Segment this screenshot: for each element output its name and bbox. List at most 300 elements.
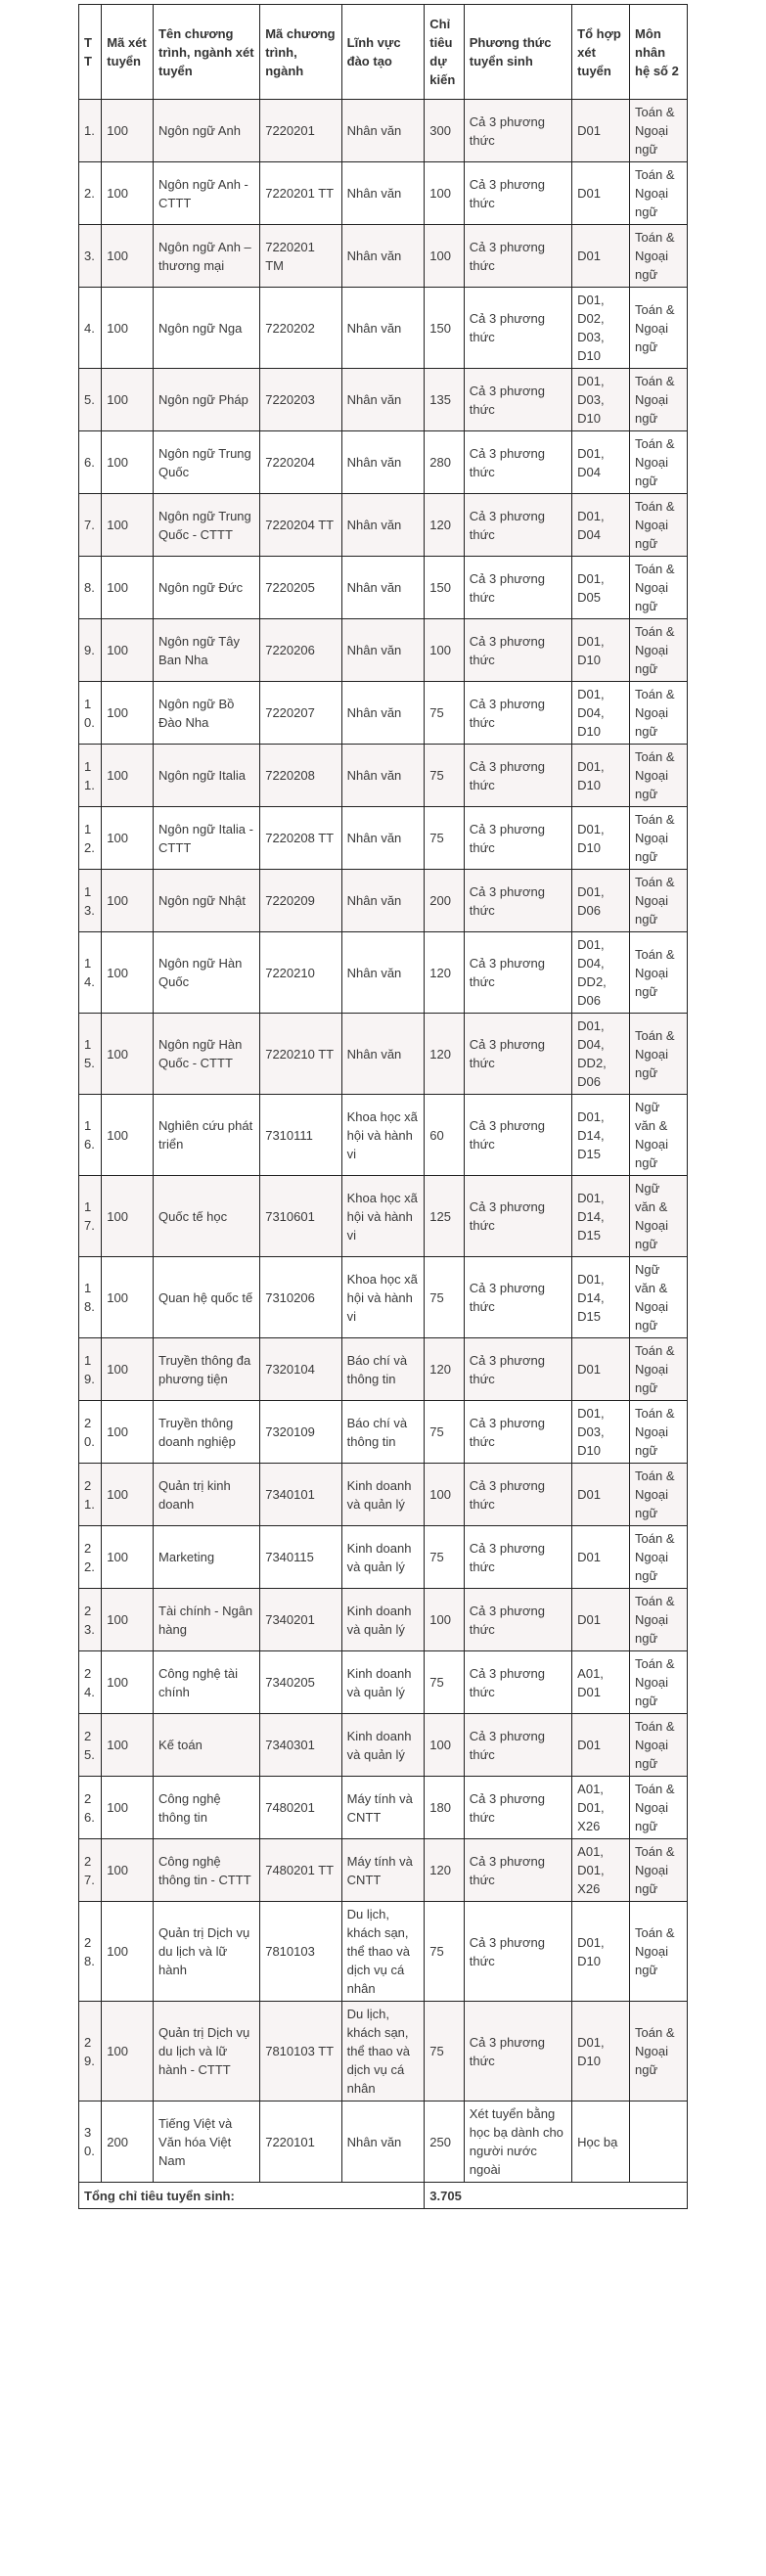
admissions-table-container [78, 4, 688, 2209]
cell-tt: 22. [79, 1526, 102, 1589]
cell-ma-xet-tuyen: 100 [102, 1257, 154, 1338]
cell-to-hop: D01, D03, D10 [572, 369, 630, 431]
cell-ten-nganh: Truyền thông doanh nghiệp [154, 1401, 260, 1464]
header-col-phuong-thuc: Phương thức tuyển sinh [464, 5, 571, 100]
table-row [79, 1014, 688, 1095]
cell-tt: 28. [79, 1902, 102, 2002]
table-row [79, 807, 688, 870]
cell-to-hop: A01, D01, X26 [572, 1839, 630, 1902]
cell-ten-nganh: Marketing [154, 1526, 260, 1589]
cell-ten-nganh: Quan hệ quốc tế [154, 1257, 260, 1338]
cell-phuong-thuc: Cả 3 phương thức [464, 2002, 571, 2101]
cell-ma-xet-tuyen: 100 [102, 225, 154, 288]
cell-phuong-thuc: Cả 3 phương thức [464, 1014, 571, 1095]
cell-linh-vuc: Du lịch, khách sạn, thể thao và dịch vụ cá nhân [341, 2002, 425, 2101]
cell-linh-vuc: Nhân văn [341, 932, 425, 1014]
cell-linh-vuc: Du lịch, khách sạn, thể thao và dịch vụ cá nhân [341, 1902, 425, 2002]
cell-ma-xet-tuyen: 100 [102, 1902, 154, 2002]
table-row [79, 1839, 688, 1902]
cell-linh-vuc: Nhân văn [341, 225, 425, 288]
cell-mon-he-so: Toán & Ngoại ngữ [630, 1902, 688, 2002]
cell-linh-vuc: Khoa học xã hội và hành vi [341, 1095, 425, 1176]
cell-ma-xet-tuyen: 100 [102, 932, 154, 1014]
cell-to-hop: D01 [572, 1714, 630, 1777]
cell-phuong-thuc: Cả 3 phương thức [464, 1714, 571, 1777]
total-row [79, 2183, 688, 2209]
cell-ma-nganh: 7340205 [260, 1651, 341, 1714]
cell-tt: 29. [79, 2002, 102, 2101]
cell-ten-nganh: Truyền thông đa phương tiện [154, 1338, 260, 1401]
cell-to-hop: D01, D10 [572, 807, 630, 870]
cell-ma-nganh: 7220201 TT [260, 162, 341, 225]
cell-chi-tieu: 300 [425, 100, 464, 162]
cell-tt: 4. [79, 288, 102, 369]
cell-ma-nganh: 7220203 [260, 369, 341, 431]
cell-tt: 12. [79, 807, 102, 870]
cell-tt: 26. [79, 1777, 102, 1839]
cell-chi-tieu: 100 [425, 1589, 464, 1651]
cell-linh-vuc: Nhân văn [341, 100, 425, 162]
cell-ma-nganh: 7220210 TT [260, 1014, 341, 1095]
cell-ma-nganh: 7220206 [260, 619, 341, 682]
cell-mon-he-so: Toán & Ngoại ngữ [630, 1777, 688, 1839]
cell-ma-xet-tuyen: 100 [102, 1095, 154, 1176]
cell-ma-nganh: 7220207 [260, 682, 341, 745]
table-footer [79, 2183, 688, 2209]
cell-tt: 21. [79, 1464, 102, 1526]
cell-chi-tieu: 120 [425, 1338, 464, 1401]
cell-to-hop: D01, D04 [572, 494, 630, 557]
cell-linh-vuc: Nhân văn [341, 557, 425, 619]
cell-to-hop: D01 [572, 162, 630, 225]
cell-chi-tieu: 75 [425, 1651, 464, 1714]
table-row [79, 870, 688, 932]
cell-ma-nganh: 7810103 TT [260, 2002, 341, 2101]
cell-mon-he-so: Toán & Ngoại ngữ [630, 369, 688, 431]
cell-ma-nganh: 7810103 [260, 1902, 341, 2002]
cell-tt: 17. [79, 1176, 102, 1257]
table-row [79, 369, 688, 431]
cell-ten-nganh: Ngôn ngữ Bồ Đào Nha [154, 682, 260, 745]
cell-ma-nganh: 7480201 [260, 1777, 341, 1839]
cell-phuong-thuc: Cả 3 phương thức [464, 1839, 571, 1902]
cell-mon-he-so: Toán & Ngoại ngữ [630, 1589, 688, 1651]
table-row [79, 1176, 688, 1257]
cell-chi-tieu: 135 [425, 369, 464, 431]
cell-ma-xet-tuyen: 100 [102, 1464, 154, 1526]
cell-phuong-thuc: Cả 3 phương thức [464, 288, 571, 369]
cell-ma-xet-tuyen: 100 [102, 1651, 154, 1714]
cell-mon-he-so: Toán & Ngoại ngữ [630, 870, 688, 932]
cell-ma-xet-tuyen: 100 [102, 1401, 154, 1464]
cell-mon-he-so: Toán & Ngoại ngữ [630, 162, 688, 225]
header-col-chi-tieu: Chỉ tiêu dự kiến [425, 5, 464, 100]
cell-ma-xet-tuyen: 200 [102, 2101, 154, 2183]
cell-ma-xet-tuyen: 100 [102, 162, 154, 225]
table-row [79, 1464, 688, 1526]
cell-ma-nganh: 7220208 [260, 745, 341, 807]
cell-mon-he-so: Toán & Ngoại ngữ [630, 1714, 688, 1777]
cell-linh-vuc: Nhân văn [341, 870, 425, 932]
cell-ten-nganh: Quản trị Dịch vụ du lịch và lữ hành [154, 1902, 260, 2002]
cell-phuong-thuc: Cả 3 phương thức [464, 369, 571, 431]
cell-mon-he-so: Toán & Ngoại ngữ [630, 431, 688, 494]
cell-ma-xet-tuyen: 100 [102, 745, 154, 807]
cell-ma-nganh: 7220210 [260, 932, 341, 1014]
cell-ten-nganh: Ngôn ngữ Nga [154, 288, 260, 369]
total-label: Tổng chỉ tiêu tuyển sinh: [79, 2183, 425, 2209]
cell-tt: 24. [79, 1651, 102, 1714]
table-row [79, 1902, 688, 2002]
cell-linh-vuc: Nhân văn [341, 494, 425, 557]
cell-phuong-thuc: Cả 3 phương thức [464, 932, 571, 1014]
cell-ma-nganh: 7220202 [260, 288, 341, 369]
cell-chi-tieu: 250 [425, 2101, 464, 2183]
cell-to-hop: D01, D10 [572, 2002, 630, 2101]
cell-mon-he-so: Toán & Ngoại ngữ [630, 1526, 688, 1589]
cell-phuong-thuc: Cả 3 phương thức [464, 557, 571, 619]
cell-phuong-thuc: Cả 3 phương thức [464, 1777, 571, 1839]
cell-ten-nganh: Ngôn ngữ Tây Ban Nha [154, 619, 260, 682]
cell-mon-he-so: Toán & Ngoại ngữ [630, 494, 688, 557]
cell-tt: 23. [79, 1589, 102, 1651]
cell-ten-nganh: Quốc tế học [154, 1176, 260, 1257]
cell-chi-tieu: 60 [425, 1095, 464, 1176]
cell-ma-xet-tuyen: 100 [102, 431, 154, 494]
cell-to-hop: Học bạ [572, 2101, 630, 2183]
cell-mon-he-so: Toán & Ngoại ngữ [630, 2002, 688, 2101]
cell-phuong-thuc: Cả 3 phương thức [464, 225, 571, 288]
table-row [79, 1526, 688, 1589]
cell-ten-nganh: Quản trị Dịch vụ du lịch và lữ hành - CTTT [154, 2002, 260, 2101]
cell-ten-nganh: Ngôn ngữ Trung Quốc [154, 431, 260, 494]
cell-to-hop: D01, D06 [572, 870, 630, 932]
cell-mon-he-so: Ngữ văn & Ngoại ngữ [630, 1176, 688, 1257]
cell-to-hop: D01, D10 [572, 745, 630, 807]
cell-ma-xet-tuyen: 100 [102, 557, 154, 619]
cell-ma-xet-tuyen: 100 [102, 870, 154, 932]
cell-ten-nganh: Ngôn ngữ Pháp [154, 369, 260, 431]
cell-tt: 30. [79, 2101, 102, 2183]
cell-ten-nganh: Ngôn ngữ Hàn Quốc - CTTT [154, 1014, 260, 1095]
header-col-ma-xet-tuyen: Mã xét tuyển [102, 5, 154, 100]
cell-ma-xet-tuyen: 100 [102, 682, 154, 745]
cell-ma-nganh: 7220201 [260, 100, 341, 162]
cell-ten-nganh: Ngôn ngữ Hàn Quốc [154, 932, 260, 1014]
cell-to-hop: D01 [572, 100, 630, 162]
cell-phuong-thuc: Cả 3 phương thức [464, 494, 571, 557]
cell-tt: 27. [79, 1839, 102, 1902]
cell-ten-nganh: Quản trị kinh doanh [154, 1464, 260, 1526]
cell-ma-xet-tuyen: 100 [102, 1777, 154, 1839]
cell-ma-nganh: 7220101 [260, 2101, 341, 2183]
table-row [79, 1589, 688, 1651]
cell-tt: 14. [79, 932, 102, 1014]
cell-chi-tieu: 120 [425, 494, 464, 557]
cell-phuong-thuc: Cả 3 phương thức [464, 100, 571, 162]
cell-to-hop: D01, D03, D10 [572, 1401, 630, 1464]
cell-chi-tieu: 75 [425, 745, 464, 807]
table-row [79, 1714, 688, 1777]
cell-ma-nganh: 7320104 [260, 1338, 341, 1401]
cell-to-hop: D01 [572, 225, 630, 288]
cell-tt: 11. [79, 745, 102, 807]
cell-phuong-thuc: Cả 3 phương thức [464, 1338, 571, 1401]
cell-to-hop: D01, D04, DD2, D06 [572, 932, 630, 1014]
cell-ma-xet-tuyen: 100 [102, 619, 154, 682]
header-col-to-hop: Tổ hợp xét tuyển [572, 5, 630, 100]
cell-tt: 8. [79, 557, 102, 619]
total-value: 3.705 [425, 2183, 688, 2209]
cell-ma-nganh: 7310111 [260, 1095, 341, 1176]
cell-ma-nganh: 7340301 [260, 1714, 341, 1777]
cell-phuong-thuc: Cả 3 phương thức [464, 1095, 571, 1176]
cell-chi-tieu: 120 [425, 1014, 464, 1095]
cell-ma-xet-tuyen: 100 [102, 1839, 154, 1902]
cell-ten-nganh: Ngôn ngữ Italia [154, 745, 260, 807]
cell-tt: 16. [79, 1095, 102, 1176]
cell-ma-xet-tuyen: 100 [102, 1014, 154, 1095]
cell-mon-he-so: Toán & Ngoại ngữ [630, 682, 688, 745]
cell-linh-vuc: Máy tính và CNTT [341, 1839, 425, 1902]
cell-tt: 13. [79, 870, 102, 932]
cell-to-hop: D01, D14, D15 [572, 1257, 630, 1338]
cell-linh-vuc: Kinh doanh và quản lý [341, 1464, 425, 1526]
cell-to-hop: D01, D04 [572, 431, 630, 494]
cell-chi-tieu: 100 [425, 1464, 464, 1526]
cell-phuong-thuc: Cả 3 phương thức [464, 745, 571, 807]
cell-ten-nganh: Ngôn ngữ Anh [154, 100, 260, 162]
table-row [79, 1338, 688, 1401]
cell-ma-xet-tuyen: 100 [102, 807, 154, 870]
table-row [79, 1401, 688, 1464]
table-header [79, 5, 688, 100]
cell-chi-tieu: 75 [425, 807, 464, 870]
cell-chi-tieu: 75 [425, 2002, 464, 2101]
cell-to-hop: D01, D14, D15 [572, 1095, 630, 1176]
table-row [79, 682, 688, 745]
cell-ma-nganh: 7320109 [260, 1401, 341, 1464]
cell-to-hop: D01, D02, D03, D10 [572, 288, 630, 369]
cell-phuong-thuc: Cả 3 phương thức [464, 1176, 571, 1257]
table-row [79, 1651, 688, 1714]
cell-phuong-thuc: Cả 3 phương thức [464, 682, 571, 745]
cell-phuong-thuc: Cả 3 phương thức [464, 870, 571, 932]
cell-mon-he-so: Toán & Ngoại ngữ [630, 1401, 688, 1464]
table-row [79, 745, 688, 807]
cell-ma-xet-tuyen: 100 [102, 1589, 154, 1651]
cell-linh-vuc: Nhân văn [341, 619, 425, 682]
cell-linh-vuc: Nhân văn [341, 431, 425, 494]
cell-linh-vuc: Nhân văn [341, 682, 425, 745]
cell-linh-vuc: Kinh doanh và quản lý [341, 1526, 425, 1589]
cell-chi-tieu: 100 [425, 1714, 464, 1777]
cell-phuong-thuc: Cả 3 phương thức [464, 619, 571, 682]
cell-ten-nganh: Ngôn ngữ Anh – thương mại [154, 225, 260, 288]
table-row [79, 162, 688, 225]
cell-ma-nganh: 7310601 [260, 1176, 341, 1257]
cell-to-hop: D01 [572, 1526, 630, 1589]
cell-ten-nganh: Tiếng Việt và Văn hóa Việt Nam [154, 2101, 260, 2183]
cell-chi-tieu: 100 [425, 162, 464, 225]
cell-mon-he-so: Toán & Ngoại ngữ [630, 745, 688, 807]
cell-to-hop: D01, D05 [572, 557, 630, 619]
cell-ten-nganh: Công nghệ thông tin - CTTT [154, 1839, 260, 1902]
cell-ten-nganh: Nghiên cứu phát triển [154, 1095, 260, 1176]
cell-tt: 6. [79, 431, 102, 494]
cell-tt: 20. [79, 1401, 102, 1464]
header-col-ma-nganh: Mã chương trình, ngành [260, 5, 341, 100]
cell-linh-vuc: Báo chí và thông tin [341, 1401, 425, 1464]
cell-phuong-thuc: Cả 3 phương thức [464, 162, 571, 225]
table-row [79, 494, 688, 557]
table-row [79, 1095, 688, 1176]
cell-ten-nganh: Ngôn ngữ Italia - CTTT [154, 807, 260, 870]
cell-mon-he-so: Toán & Ngoại ngữ [630, 1464, 688, 1526]
table-row [79, 2002, 688, 2101]
cell-linh-vuc: Kinh doanh và quản lý [341, 1651, 425, 1714]
cell-chi-tieu: 125 [425, 1176, 464, 1257]
cell-ten-nganh: Kế toán [154, 1714, 260, 1777]
cell-ma-xet-tuyen: 100 [102, 494, 154, 557]
cell-to-hop: D01, D10 [572, 1902, 630, 2002]
cell-to-hop: D01, D04, D10 [572, 682, 630, 745]
cell-chi-tieu: 75 [425, 1526, 464, 1589]
cell-linh-vuc: Nhân văn [341, 2101, 425, 2183]
cell-to-hop: D01 [572, 1589, 630, 1651]
cell-ma-xet-tuyen: 100 [102, 100, 154, 162]
cell-linh-vuc: Nhân văn [341, 745, 425, 807]
cell-linh-vuc: Khoa học xã hội và hành vi [341, 1257, 425, 1338]
cell-ma-xet-tuyen: 100 [102, 1526, 154, 1589]
cell-to-hop: D01 [572, 1338, 630, 1401]
cell-mon-he-so: Toán & Ngoại ngữ [630, 557, 688, 619]
cell-tt: 19. [79, 1338, 102, 1401]
cell-to-hop: A01, D01, X26 [572, 1777, 630, 1839]
cell-ma-xet-tuyen: 100 [102, 288, 154, 369]
cell-ten-nganh: Tài chính - Ngân hàng [154, 1589, 260, 1651]
cell-chi-tieu: 120 [425, 932, 464, 1014]
cell-linh-vuc: Máy tính và CNTT [341, 1777, 425, 1839]
cell-ma-xet-tuyen: 100 [102, 2002, 154, 2101]
cell-mon-he-so [630, 2101, 688, 2183]
cell-phuong-thuc: Cả 3 phương thức [464, 1902, 571, 2002]
cell-to-hop: A01, D01 [572, 1651, 630, 1714]
cell-phuong-thuc: Cả 3 phương thức [464, 1651, 571, 1714]
header-col-mon-he-so: Môn nhân hệ số 2 [630, 5, 688, 100]
cell-linh-vuc: Báo chí và thông tin [341, 1338, 425, 1401]
cell-mon-he-so: Toán & Ngoại ngữ [630, 100, 688, 162]
cell-phuong-thuc: Cả 3 phương thức [464, 1401, 571, 1464]
table-row [79, 1257, 688, 1338]
table-row [79, 619, 688, 682]
cell-ten-nganh: Ngôn ngữ Anh - CTTT [154, 162, 260, 225]
cell-ten-nganh: Công nghệ thông tin [154, 1777, 260, 1839]
cell-linh-vuc: Kinh doanh và quản lý [341, 1589, 425, 1651]
header-col-ten-nganh: Tên chương trình, ngành xét tuyển [154, 5, 260, 100]
header-col-linh-vuc: Lĩnh vực đào tạo [341, 5, 425, 100]
cell-chi-tieu: 120 [425, 1839, 464, 1902]
cell-chi-tieu: 100 [425, 619, 464, 682]
header-row [79, 5, 688, 100]
table-row [79, 557, 688, 619]
cell-phuong-thuc: Cả 3 phương thức [464, 1589, 571, 1651]
cell-linh-vuc: Nhân văn [341, 288, 425, 369]
table-row [79, 932, 688, 1014]
cell-chi-tieu: 280 [425, 431, 464, 494]
cell-mon-he-so: Toán & Ngoại ngữ [630, 1651, 688, 1714]
cell-to-hop: D01, D04, DD2, D06 [572, 1014, 630, 1095]
cell-ten-nganh: Ngôn ngữ Trung Quốc - CTTT [154, 494, 260, 557]
cell-phuong-thuc: Cả 3 phương thức [464, 1464, 571, 1526]
cell-phuong-thuc: Cả 3 phương thức [464, 1526, 571, 1589]
cell-linh-vuc: Nhân văn [341, 369, 425, 431]
cell-mon-he-so: Toán & Ngoại ngữ [630, 1014, 688, 1095]
cell-ma-nganh: 7220204 TT [260, 494, 341, 557]
cell-tt: 10. [79, 682, 102, 745]
cell-to-hop: D01, D10 [572, 619, 630, 682]
cell-ma-xet-tuyen: 100 [102, 1176, 154, 1257]
cell-ma-nganh: 7220205 [260, 557, 341, 619]
cell-linh-vuc: Khoa học xã hội và hành vi [341, 1176, 425, 1257]
cell-ma-nganh: 7340115 [260, 1526, 341, 1589]
cell-linh-vuc: Nhân văn [341, 1014, 425, 1095]
cell-chi-tieu: 180 [425, 1777, 464, 1839]
cell-linh-vuc: Nhân văn [341, 162, 425, 225]
cell-mon-he-so: Toán & Ngoại ngữ [630, 225, 688, 288]
cell-ma-nganh: 7220208 TT [260, 807, 341, 870]
cell-ma-nganh: 7220204 [260, 431, 341, 494]
cell-mon-he-so: Ngữ văn & Ngoại ngữ [630, 1257, 688, 1338]
cell-ma-nganh: 7340101 [260, 1464, 341, 1526]
cell-ma-xet-tuyen: 100 [102, 1338, 154, 1401]
table-row [79, 225, 688, 288]
table-row [79, 1777, 688, 1839]
cell-phuong-thuc: Cả 3 phương thức [464, 1257, 571, 1338]
cell-to-hop: D01, D14, D15 [572, 1176, 630, 1257]
cell-phuong-thuc: Xét tuyển bằng học bạ dành cho người nước ngoài [464, 2101, 571, 2183]
cell-tt: 7. [79, 494, 102, 557]
admissions-table [78, 4, 688, 2209]
cell-chi-tieu: 75 [425, 1401, 464, 1464]
table-row [79, 288, 688, 369]
cell-chi-tieu: 200 [425, 870, 464, 932]
cell-mon-he-so: Ngữ văn & Ngoại ngữ [630, 1095, 688, 1176]
cell-mon-he-so: Toán & Ngoại ngữ [630, 1839, 688, 1902]
cell-ten-nganh: Ngôn ngữ Nhật [154, 870, 260, 932]
cell-ten-nganh: Ngôn ngữ Đức [154, 557, 260, 619]
cell-ma-nganh: 7340201 [260, 1589, 341, 1651]
cell-to-hop: D01 [572, 1464, 630, 1526]
table-body [79, 100, 688, 2183]
cell-ten-nganh: Công nghệ tài chính [154, 1651, 260, 1714]
table-row [79, 2101, 688, 2183]
cell-ma-xet-tuyen: 100 [102, 1714, 154, 1777]
cell-phuong-thuc: Cả 3 phương thức [464, 807, 571, 870]
cell-ma-nganh: 7220201 TM [260, 225, 341, 288]
cell-ma-xet-tuyen: 100 [102, 369, 154, 431]
cell-chi-tieu: 100 [425, 225, 464, 288]
cell-mon-he-so: Toán & Ngoại ngữ [630, 807, 688, 870]
cell-tt: 15. [79, 1014, 102, 1095]
cell-tt: 9. [79, 619, 102, 682]
cell-chi-tieu: 150 [425, 288, 464, 369]
cell-ma-nganh: 7220209 [260, 870, 341, 932]
cell-chi-tieu: 150 [425, 557, 464, 619]
cell-mon-he-so: Toán & Ngoại ngữ [630, 619, 688, 682]
cell-tt: 3. [79, 225, 102, 288]
cell-tt: 1. [79, 100, 102, 162]
